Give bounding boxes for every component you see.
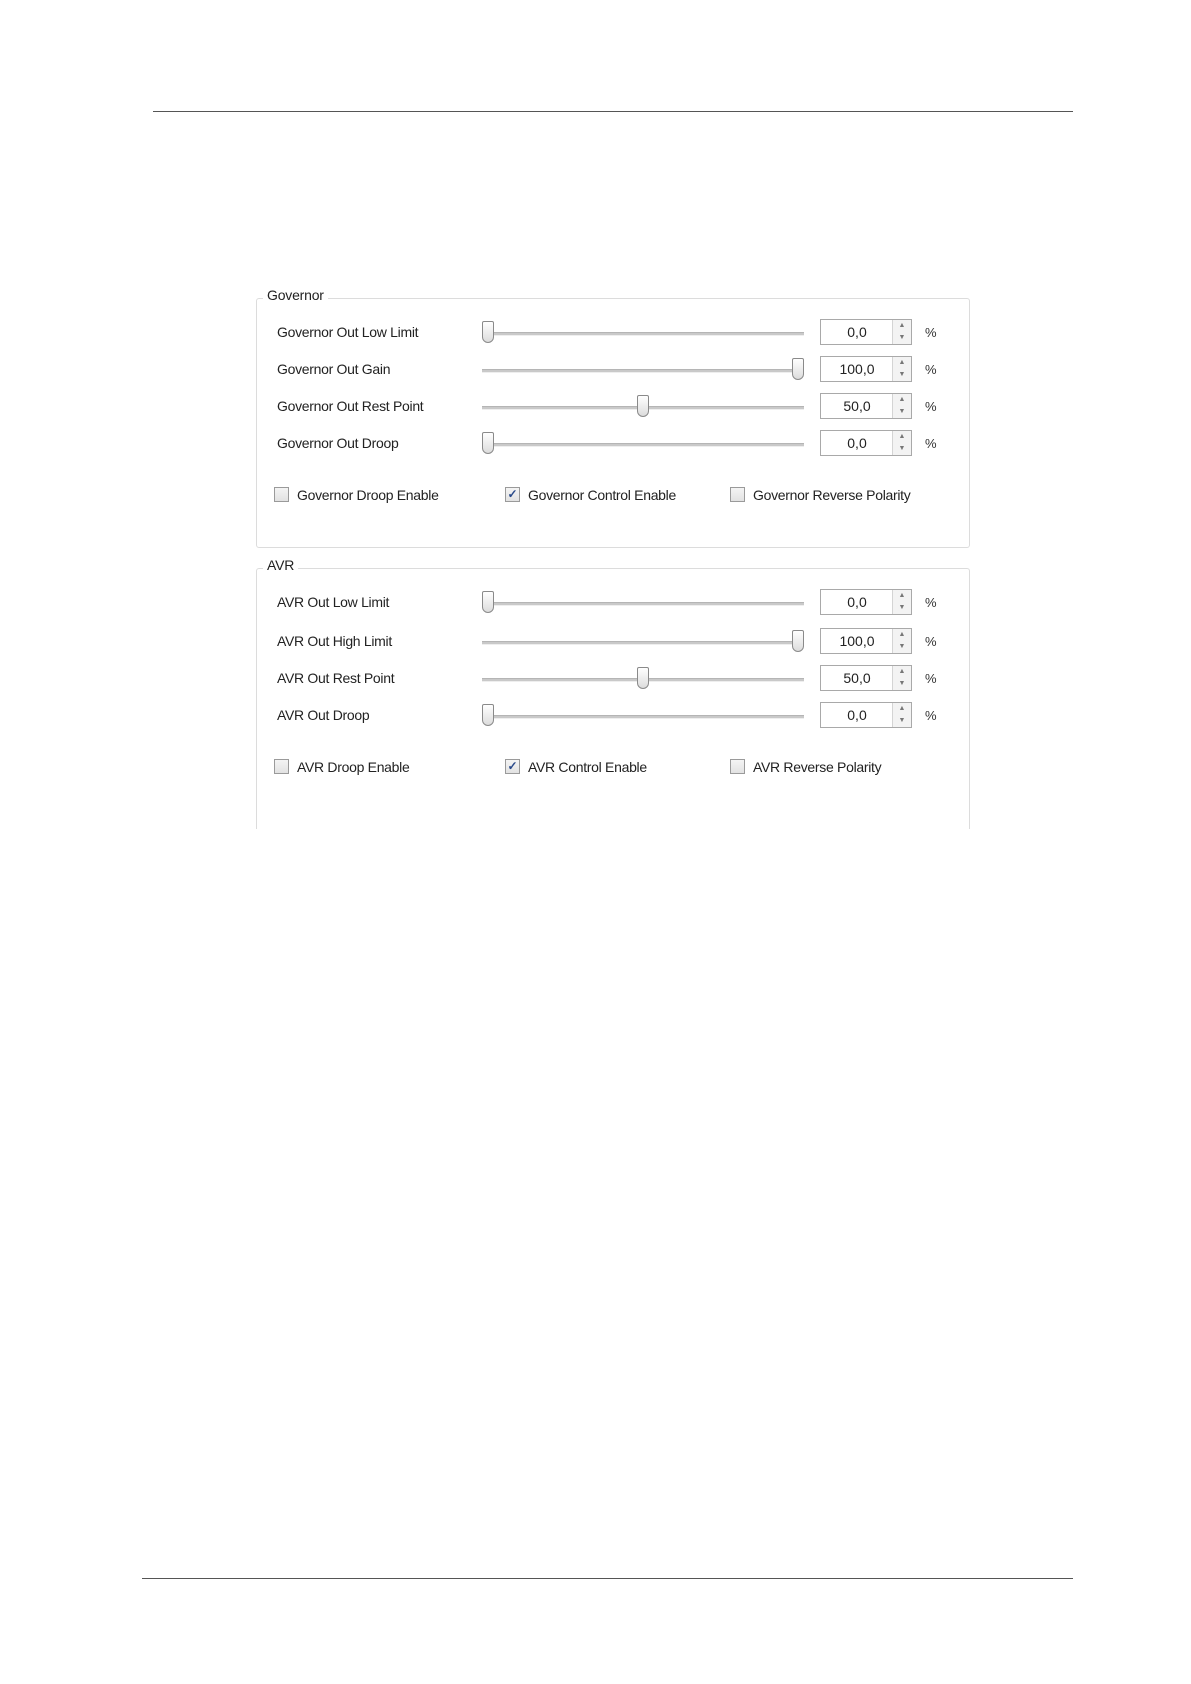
spinner-value[interactable]: 0,0 xyxy=(847,435,867,451)
checkmark-icon[interactable]: ✓ xyxy=(505,487,520,502)
numeric-spinner[interactable] xyxy=(820,702,912,728)
arrow-down-icon[interactable]: ▼ xyxy=(893,678,911,690)
checkbox-label[interactable]: Governor Reverse Polarity xyxy=(753,487,911,503)
slider-thumb[interactable] xyxy=(482,321,494,343)
spinner-value[interactable]: 50,0 xyxy=(843,670,871,686)
arrow-up-icon[interactable]: ▲ xyxy=(893,629,911,642)
slider-thumb[interactable] xyxy=(637,395,649,417)
checkbox-label[interactable]: AVR Droop Enable xyxy=(297,759,410,775)
spinner-value[interactable]: 0,0 xyxy=(847,594,867,610)
slider[interactable] xyxy=(482,591,804,615)
checkbox-row xyxy=(257,756,969,780)
setting-label: Governor Out Rest Point xyxy=(277,398,424,414)
arrow-up-icon[interactable]: ▲ xyxy=(893,666,911,679)
setting-row xyxy=(257,665,969,693)
setting-row xyxy=(257,430,969,458)
setting-label: Governor Out Low Limit xyxy=(277,324,419,340)
slider-track xyxy=(482,602,804,606)
spinner-value[interactable]: 0,0 xyxy=(847,707,867,723)
checkbox-label[interactable]: AVR Reverse Polarity xyxy=(753,759,882,775)
arrow-up-icon[interactable]: ▲ xyxy=(893,357,911,370)
arrow-up-icon[interactable]: ▲ xyxy=(893,590,911,603)
slider-track xyxy=(482,443,804,447)
unit-label: % xyxy=(925,399,937,414)
slider[interactable] xyxy=(482,321,804,345)
setting-label: AVR Out Low Limit xyxy=(277,594,390,610)
arrow-up-icon[interactable]: ▲ xyxy=(893,394,911,407)
slider-thumb[interactable] xyxy=(482,704,494,726)
checkbox-box[interactable] xyxy=(730,487,745,502)
slider[interactable] xyxy=(482,667,804,691)
setting-row xyxy=(257,319,969,347)
numeric-spinner[interactable] xyxy=(820,589,912,615)
slider[interactable] xyxy=(482,358,804,382)
arrow-down-icon[interactable]: ▼ xyxy=(893,641,911,653)
setting-label: AVR Out High Limit xyxy=(277,633,392,649)
spinner-value[interactable]: 50,0 xyxy=(843,398,871,414)
checkmark-icon[interactable]: ✓ xyxy=(505,759,520,774)
checkbox-box[interactable] xyxy=(730,759,745,774)
numeric-spinner[interactable] xyxy=(820,356,912,382)
checkbox-row xyxy=(257,484,969,508)
avr-group xyxy=(256,557,970,829)
numeric-spinner[interactable] xyxy=(820,665,912,691)
setting-label: Governor Out Gain xyxy=(277,361,391,377)
arrow-down-icon[interactable]: ▼ xyxy=(893,332,911,344)
unit-label: % xyxy=(925,362,937,377)
checkbox-box[interactable] xyxy=(274,487,289,502)
arrow-up-icon[interactable]: ▲ xyxy=(893,320,911,333)
setting-label: AVR Out Rest Point xyxy=(277,670,395,686)
setting-row xyxy=(257,628,969,656)
arrow-down-icon[interactable]: ▼ xyxy=(893,715,911,727)
numeric-spinner[interactable] xyxy=(820,319,912,345)
setting-label: AVR Out Droop xyxy=(277,707,370,723)
unit-label: % xyxy=(925,325,937,340)
spinner-value[interactable]: 100,0 xyxy=(839,361,875,377)
checkbox-label[interactable]: AVR Control Enable xyxy=(528,759,647,775)
spinner-value[interactable]: 100,0 xyxy=(839,633,875,649)
setting-label: Governor Out Droop xyxy=(277,435,399,451)
unit-label: % xyxy=(925,708,937,723)
arrow-down-icon[interactable]: ▼ xyxy=(893,406,911,418)
slider-track xyxy=(482,641,804,645)
numeric-spinner[interactable] xyxy=(820,393,912,419)
arrow-down-icon[interactable]: ▼ xyxy=(893,443,911,455)
slider[interactable] xyxy=(482,432,804,456)
slider[interactable] xyxy=(482,704,804,728)
setting-row xyxy=(257,356,969,384)
arrow-up-icon[interactable]: ▲ xyxy=(893,703,911,716)
checkbox-label[interactable]: Governor Droop Enable xyxy=(297,487,439,503)
arrow-up-icon[interactable]: ▲ xyxy=(893,431,911,444)
slider-thumb[interactable] xyxy=(637,667,649,689)
slider-thumb[interactable] xyxy=(482,432,494,454)
slider-thumb[interactable] xyxy=(792,630,804,652)
numeric-spinner[interactable] xyxy=(820,430,912,456)
governor-group xyxy=(256,287,970,548)
slider-thumb[interactable] xyxy=(792,358,804,380)
numeric-spinner[interactable] xyxy=(820,628,912,654)
unit-label: % xyxy=(925,671,937,686)
checkbox-box[interactable] xyxy=(274,759,289,774)
spinner-value[interactable]: 0,0 xyxy=(847,324,867,340)
page-footer-rule xyxy=(142,1578,1073,1579)
slider[interactable] xyxy=(482,395,804,419)
slider[interactable] xyxy=(482,630,804,654)
slider-track xyxy=(482,715,804,719)
group-title: AVR xyxy=(263,557,298,573)
arrow-down-icon[interactable]: ▼ xyxy=(893,602,911,614)
slider-thumb[interactable] xyxy=(482,591,494,613)
settings-panel xyxy=(240,278,980,816)
unit-label: % xyxy=(925,436,937,451)
slider-track xyxy=(482,332,804,336)
checkbox-label[interactable]: Governor Control Enable xyxy=(528,487,676,503)
group-title: Governor xyxy=(263,287,328,303)
unit-label: % xyxy=(925,634,937,649)
setting-row xyxy=(257,393,969,421)
page-header-rule xyxy=(153,111,1073,112)
setting-row xyxy=(257,589,969,617)
setting-row xyxy=(257,702,969,730)
arrow-down-icon[interactable]: ▼ xyxy=(893,369,911,381)
slider-track xyxy=(482,369,804,373)
unit-label: % xyxy=(925,595,937,610)
